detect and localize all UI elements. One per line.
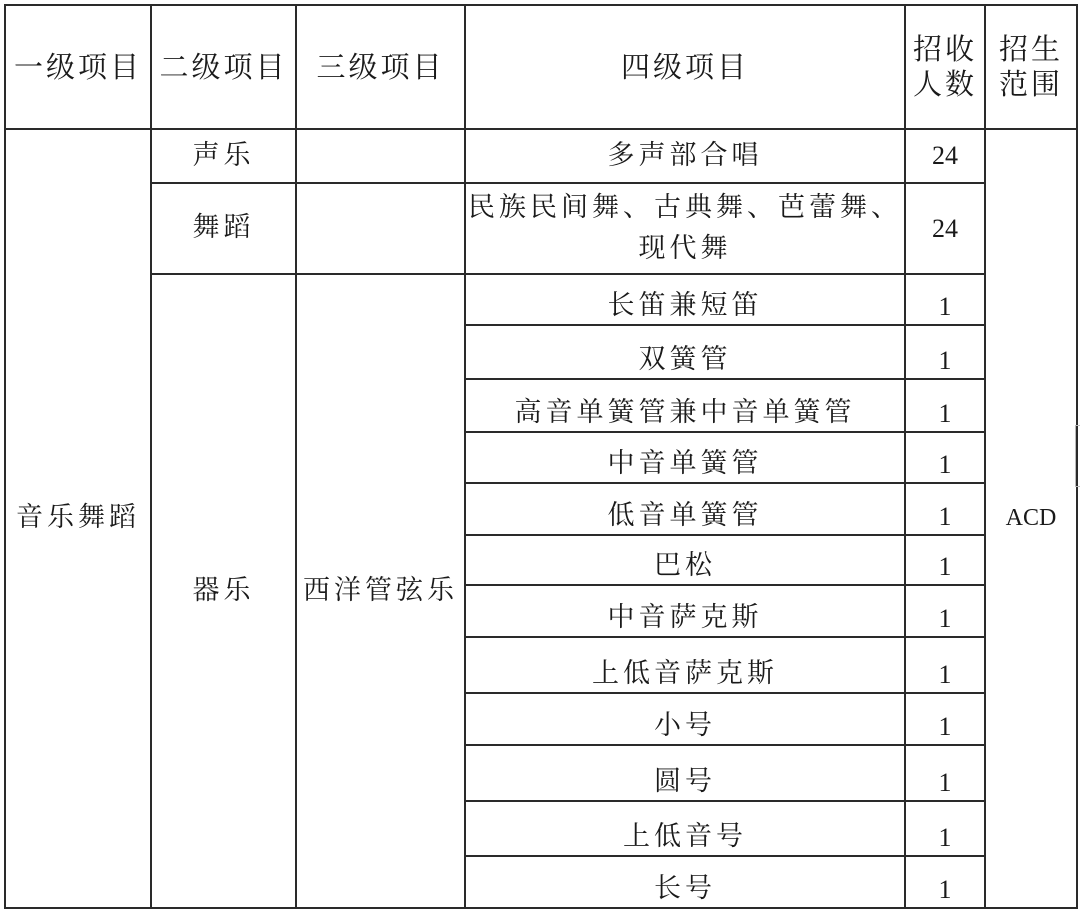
- item-name: 长号: [465, 856, 905, 908]
- header-range-line1: 招生: [998, 32, 1063, 67]
- level3-cell: [296, 129, 465, 183]
- item-count: 1: [905, 432, 985, 483]
- level2-cell: 舞蹈: [151, 183, 296, 274]
- page-edge-mark: [1075, 425, 1080, 487]
- item-count: 1: [905, 274, 985, 325]
- item-count: 1: [905, 856, 985, 908]
- level3-cell: 西洋管弦乐: [296, 274, 465, 908]
- header-row: [5, 5, 1077, 129]
- item-count: 1: [905, 483, 985, 535]
- table-row: [5, 274, 1077, 325]
- item-count: 1: [905, 535, 985, 585]
- item-name: 上低音号: [465, 801, 905, 856]
- item-name-line2: 现代舞: [638, 232, 732, 264]
- item-name: 巴松: [465, 535, 905, 585]
- level1-cell: 音乐舞蹈: [5, 129, 151, 908]
- level2-cell: 声乐: [151, 129, 296, 183]
- item-name: 多声部合唱: [465, 129, 905, 183]
- header-level1: 一级项目: [5, 5, 151, 129]
- level3-cell: [296, 183, 465, 274]
- range-cell: ACD: [985, 129, 1077, 908]
- item-name-line1: 民族民间舞、古典舞、芭蕾舞、: [468, 192, 902, 223]
- item-name: 长笛兼短笛: [465, 274, 905, 325]
- item-count: 1: [905, 379, 985, 432]
- item-count: 24: [905, 129, 985, 183]
- item-name: 中音单簧管: [465, 432, 905, 483]
- item-count: 24: [905, 183, 985, 274]
- header-quota-line1: 招收: [912, 32, 977, 67]
- item-count: 1: [905, 693, 985, 745]
- header-range: [985, 5, 1077, 129]
- header-quota: [905, 5, 985, 129]
- item-name: 中音萨克斯: [465, 585, 905, 637]
- item-count: 1: [905, 745, 985, 801]
- item-count: 1: [905, 585, 985, 637]
- item-name: 上低音萨克斯: [465, 637, 905, 693]
- header-quota-line2: 人数: [912, 67, 977, 101]
- item-name: 小号: [465, 693, 905, 745]
- item-name: 双簧管: [465, 325, 905, 379]
- item-name: 低音单簧管: [465, 483, 905, 535]
- item-count: 1: [905, 637, 985, 693]
- admissions-table: [4, 4, 1078, 909]
- table-row: [5, 183, 1077, 274]
- header-level3: 三级项目: [296, 5, 465, 129]
- header-level4: 四级项目: [465, 5, 905, 129]
- item-name: 高音单簧管兼中音单簧管: [465, 379, 905, 432]
- item-count: 1: [905, 801, 985, 856]
- item-count: 1: [905, 325, 985, 379]
- table-row: [5, 129, 1077, 183]
- level2-cell: 器乐: [151, 274, 296, 908]
- item-name: 圆号: [465, 745, 905, 801]
- header-level2: 二级项目: [151, 5, 296, 129]
- header-range-line2: 范围: [998, 67, 1063, 101]
- item-name: [465, 183, 905, 274]
